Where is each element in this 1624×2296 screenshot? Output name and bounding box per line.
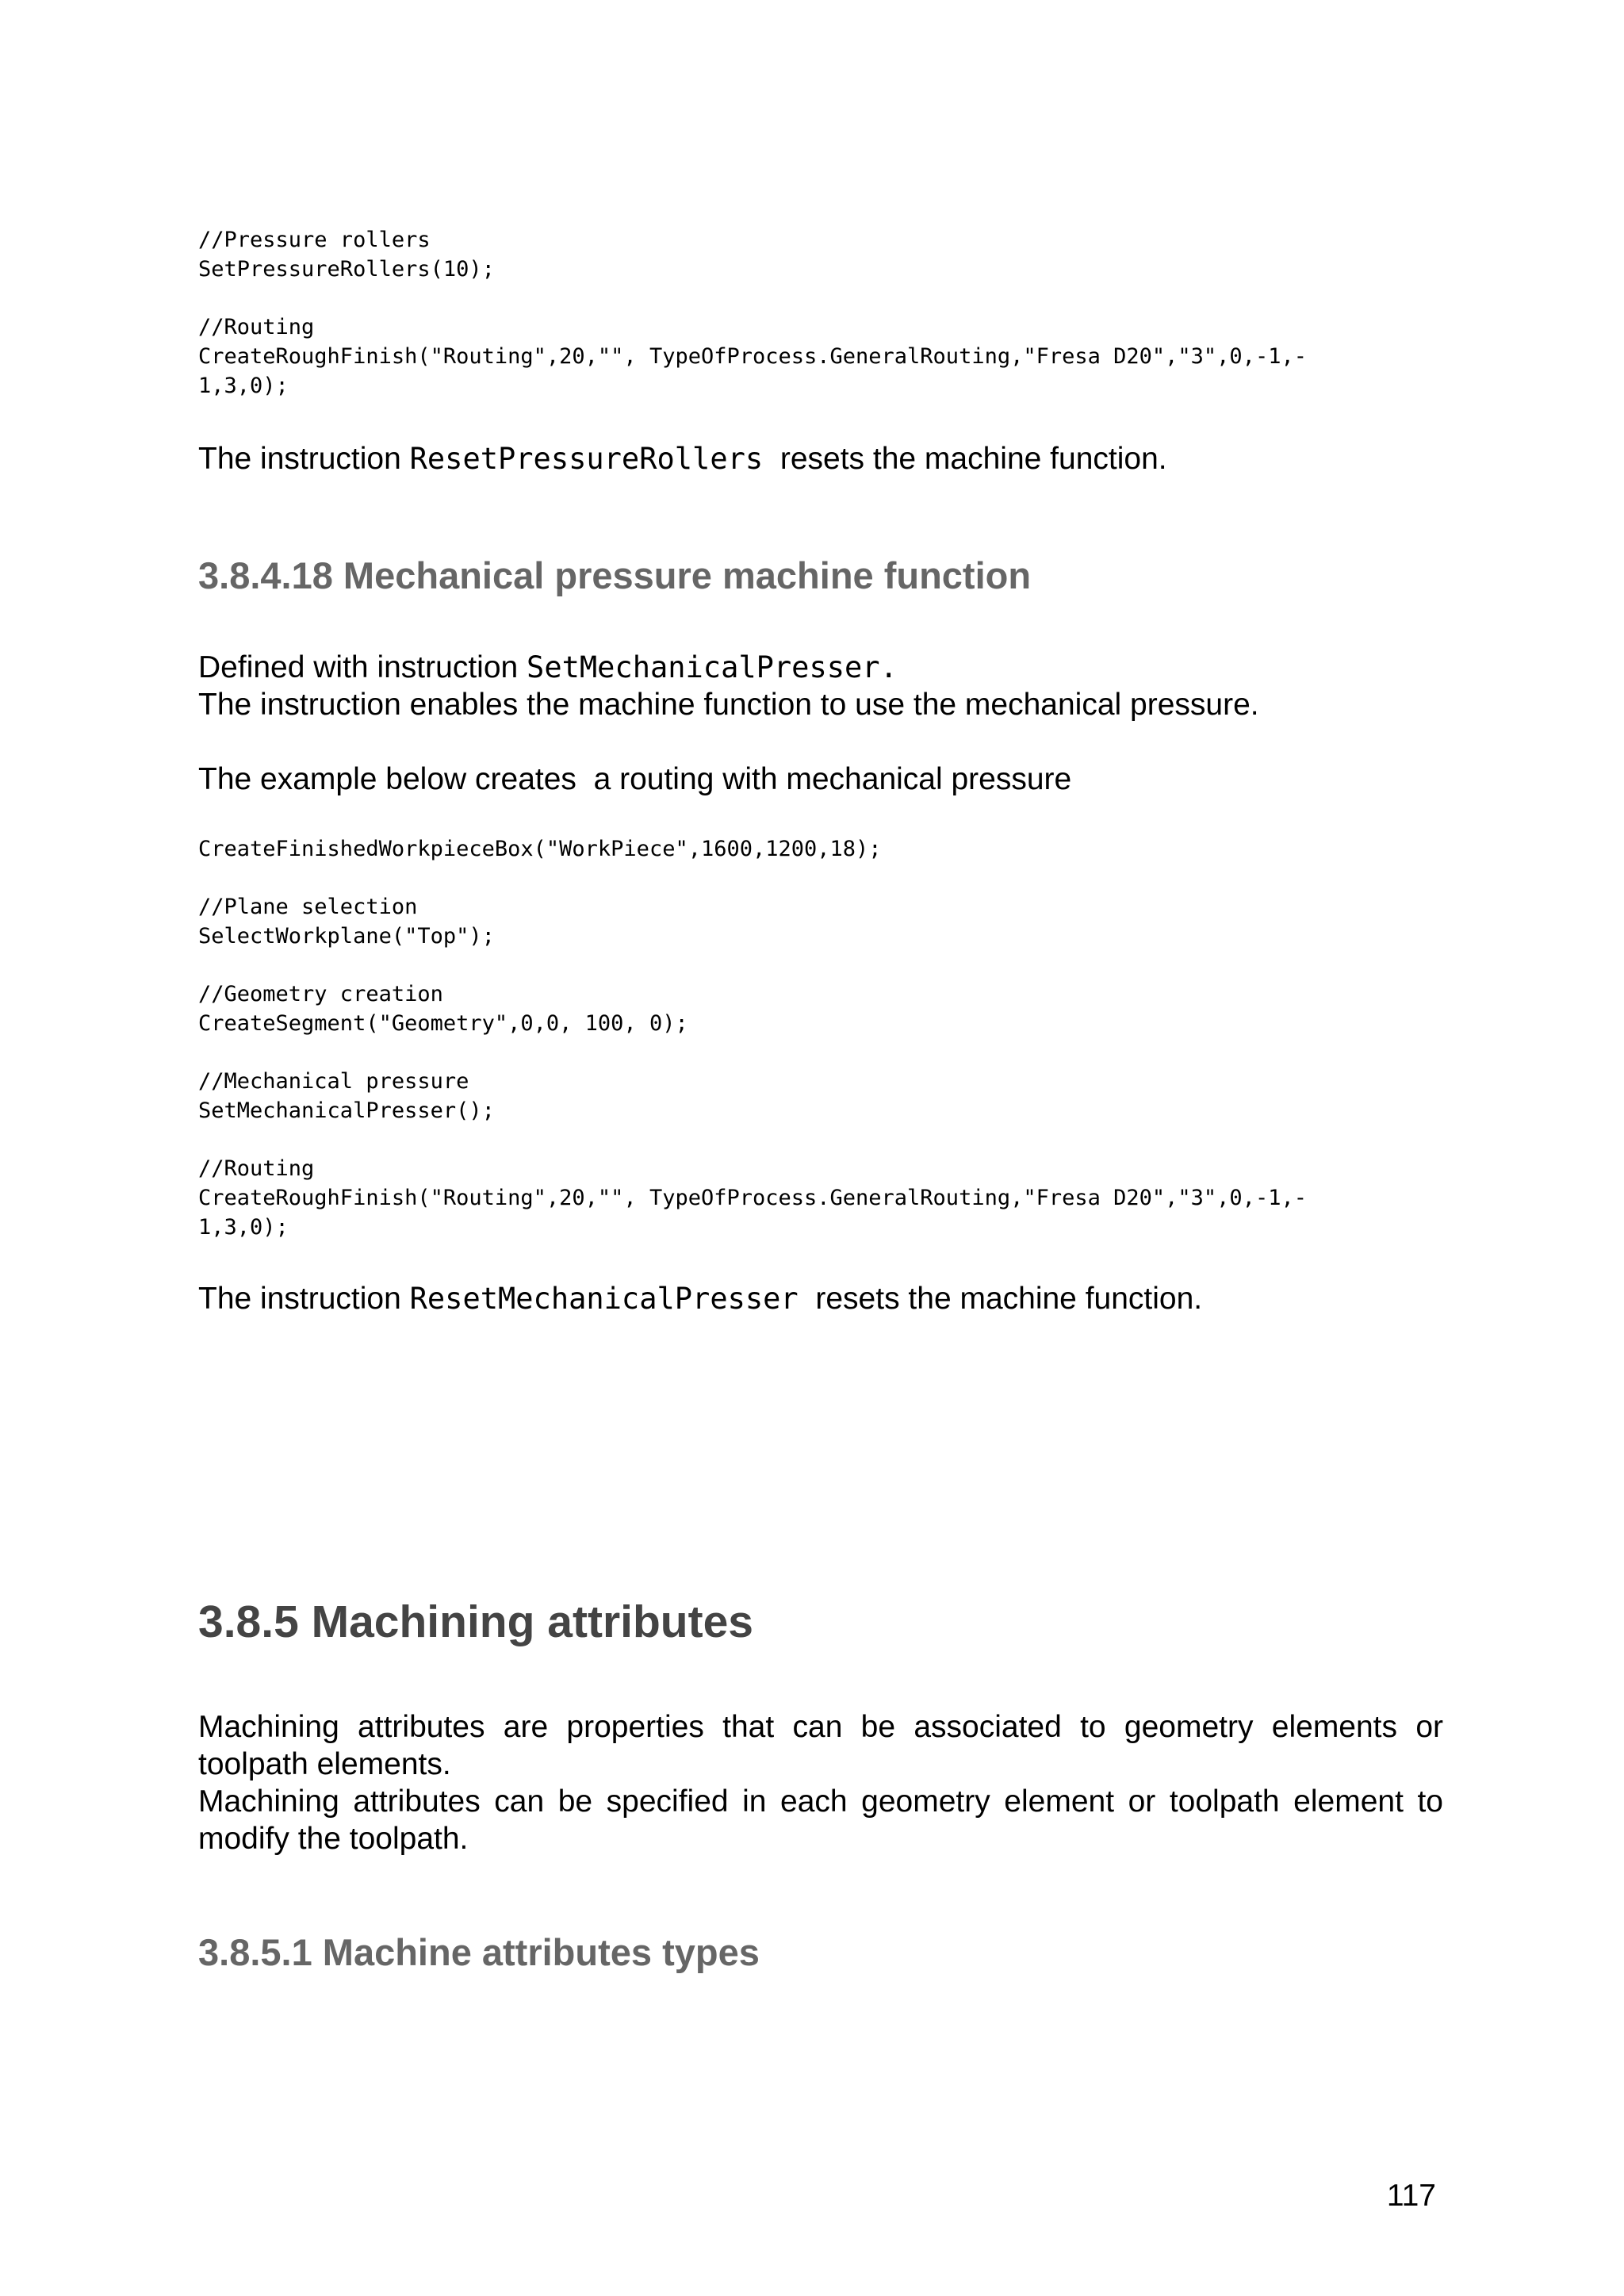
inline-code: SetMechanicalPresser (527, 650, 880, 684)
code-line: 1,3,0); (198, 1215, 289, 1240)
code-blank-line (198, 1125, 1307, 1154)
code-line: //Mechanical pressure (198, 1069, 469, 1094)
code-line: //Routing (198, 1156, 315, 1181)
code-blank-line (198, 951, 1307, 979)
inline-code: ResetMechanicalPresser (409, 1282, 799, 1316)
code-line: //Geometry creation (198, 982, 443, 1006)
paragraph-line: The instruction enables the machine function to use the mechanical pressure. (198, 688, 1259, 722)
paragraph-sentence: Machining attributes can be specified in each geometry element or toolpath element to modify the toolpath. (198, 1784, 1443, 1856)
section-heading: 3.8.4.18 Mechanical pressure machine function (198, 554, 1032, 596)
code-blank-line (198, 1038, 1307, 1067)
chapter-heading: 3.8.5 Machining attributes (198, 1596, 753, 1647)
code-line: CreateRoughFinish("Routing",20,"", TypeOfProcess.GeneralRouting,"Fresa D20","3",0,-1,- (198, 1186, 1307, 1210)
section-heading: 3.8.5.1 Machine attributes types (198, 1931, 760, 1973)
code-line: SetPressureRollers(10); (198, 257, 495, 282)
paragraph-line (198, 649, 1259, 686)
code-line: CreateRoughFinish("Routing",20,"", TypeOfProcess.GeneralRouting,"Fresa D20","3",0,-1,- (198, 344, 1307, 369)
paragraph-sentence: Machining attributes are properties that can be associated to geometry elements or toolpath elements. (198, 1710, 1443, 1781)
text: The instruction (198, 442, 410, 476)
text: resets the machine function. (798, 1282, 1203, 1316)
code-blank-line (198, 864, 1307, 892)
text: resets the machine function. (763, 442, 1167, 476)
paragraph-reset-mechanical-presser (198, 1280, 1202, 1317)
code-line: SetMechanicalPresser(); (198, 1098, 495, 1123)
text: The instruction (198, 1282, 410, 1316)
code-block (198, 834, 1307, 1242)
text: . (879, 650, 898, 684)
paragraph-reset-pressure-rollers (198, 440, 1167, 477)
code-block (198, 225, 1307, 401)
text: Defined with instruction (198, 650, 527, 684)
paragraph-example: The example below creates a routing with mechanical pressure (198, 762, 1072, 796)
paragraph-defined-with (198, 649, 1259, 723)
inline-code: ResetPressureRollers (409, 442, 764, 476)
code-line: //Pressure rollers (198, 228, 431, 252)
code-line: SelectWorkplane("Top"); (198, 924, 495, 949)
code-line: //Routing (198, 315, 315, 339)
code-line: CreateFinishedWorkpieceBox("WorkPiece",1600,1200,18); (198, 837, 882, 861)
code-line: 1,3,0); (198, 374, 289, 398)
code-line: //Plane selection (198, 895, 418, 919)
page-number: 117 (1386, 2179, 1436, 2213)
paragraph-machining-attributes (198, 1708, 1443, 1857)
code-line: CreateSegment("Geometry",0,0, 100, 0); (198, 1011, 688, 1036)
code-blank-line (198, 284, 1307, 312)
